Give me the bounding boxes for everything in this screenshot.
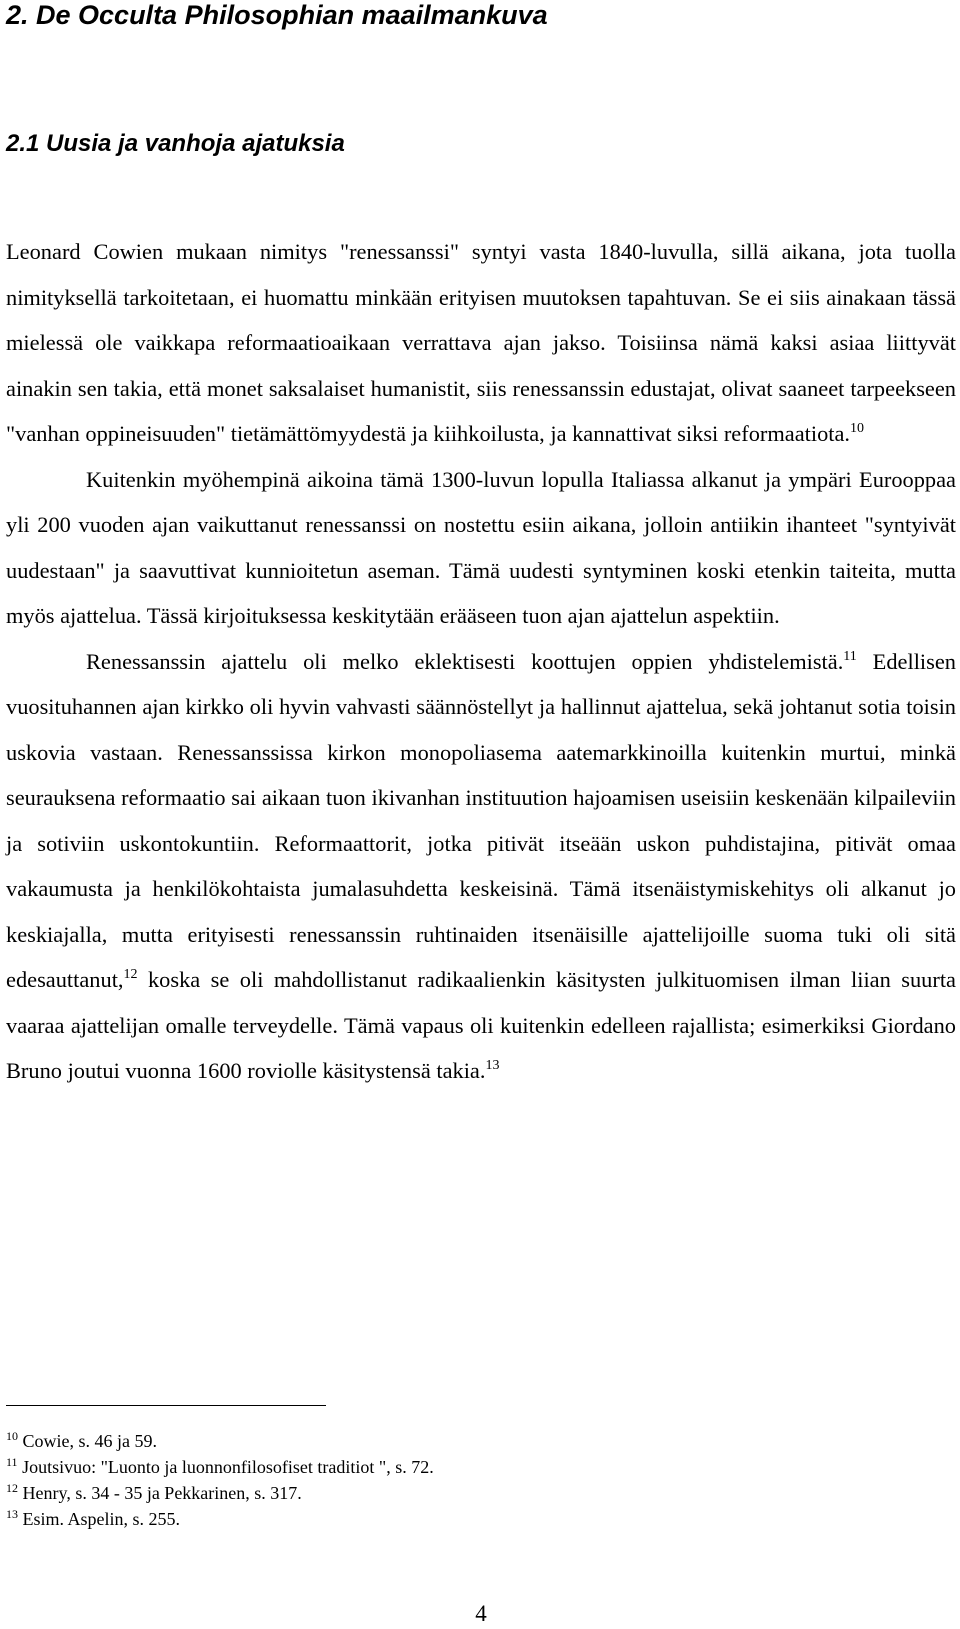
section-heading: 2.1 Uusia ja vanhoja ajatuksia	[6, 130, 345, 157]
footnote-item	[6, 1454, 956, 1480]
body-text	[6, 229, 956, 1094]
paragraph-2-text: Kuitenkin myöhempinä aikoina tämä 1300-luvun lopulla Italiassa alkanut ja ympäri Eurooppaa yli 200 vuoden ajan vaikuttanut renessanssi on nostettu esiin aikana, jolloin antiikin ihanteet "syntyivät uudestaan" ja saavuttivat kunnioitetun aseman. Tämä uudesti syntyminen koski etenkin taiteita, mutta myös ajattelua. Tässä kirjoituksessa keskitytään erääseen tuon ajan ajattelun aspektiin.	[6, 466, 956, 628]
footnote-item	[6, 1428, 956, 1454]
footnote-item	[6, 1506, 956, 1532]
paragraph-3-text-c: koska se oli mahdollistanut radikaalienkin käsitysten julkituomisen ilman liian suurta vaaraa ajattelijan omalle terveydelle. Tämä vapaus oli kuitenkin edelleen rajallista; esimerkiksi Giordano Bruno joutui vuonna 1600 roviolle käsitystensä takia.	[6, 967, 956, 1083]
footnote-text: Cowie, s. 46 ja 59.	[18, 1431, 157, 1451]
paragraph-1-text: Leonard Cowien mukaan nimitys "renessanssi" syntyi vasta 1840-luvulla, sillä aikana, jota tuolla nimityksellä tarkoitetaan, ei huomattu minkään erityisen muutoksen tapahtuvan. Se ei siis ainakaan tässä mielessä ole vaikkapa reformaatioaikaan verrattava ajan jakso. Toisiinsa nämä kaksi asiaa liittyvät ainakin sen takia, että monet saksalaiset humanistit, siis renessanssin edustajat, olivat saaneet tarpeekseen "vanhan oppineisuuden" tietämättömyydestä ja kiihkoilusta, ja kannattivat siksi reformaatiota.	[6, 239, 956, 446]
footnote-text: Esim. Aspelin, s. 255.	[18, 1509, 181, 1529]
page-number: 4	[475, 1601, 487, 1626]
footnote-divider	[6, 1405, 326, 1406]
footnote-ref-11[interactable]: 11	[843, 648, 857, 664]
footnote-number: 11	[6, 1455, 18, 1469]
paragraph-3	[6, 639, 956, 1094]
paragraph-3-text-a: Renessanssin ajattelu oli melko eklektisesti koottujen oppien yhdistelemistä.	[86, 648, 844, 674]
chapter-heading: 2. De Occulta Philosophian maailmankuva	[6, 0, 548, 30]
footnote-text: Henry, s. 34 - 35 ja Pekkarinen, s. 317.	[18, 1483, 302, 1503]
footnote-number: 10	[6, 1429, 18, 1443]
footnote-text: Joutsivuo: "Luonto ja luonnonfilosofiset traditiot ", s. 72.	[17, 1457, 434, 1477]
paragraph-3-text-b: Edellisen vuosituhannen ajan kirkko oli hyvin vahvasti säännöstellyt ja hallinnut ajattelua, sekä johtanut sotia toisin uskovia vastaan. Renessanssissa kirkon monopoliasema aatemarkkinoilla kuitenkin murtui, minkä seurauksena reformaatio sai aikaan tuon ikivanhan instituution hajoamisen useisiin keskenään kilpaileviin ja sotiviin uskontokuntiin. Reformaattorit, jotka pitivät itseään uskon puhdistajina, pitivät omaa vakaumusta ja henkilökohtaista jumalasuhdetta keskeisinä. Tämä itsenäistymiskehitys oli alkanut jo keskiajalla, mutta erityisesti renessanssin ruhtinaiden itsenäisille ajattelijoille suoma tuki oli sitä edesauttanut,	[6, 648, 956, 992]
paragraph-2	[6, 457, 956, 639]
footnote-ref-10[interactable]: 10	[850, 421, 865, 436]
footnotes	[6, 1428, 956, 1532]
footnote-ref-12[interactable]: 12	[123, 967, 138, 982]
footnote-ref-13[interactable]: 13	[485, 1058, 500, 1073]
footnote-number: 13	[6, 1507, 18, 1521]
footnote-number: 12	[6, 1481, 18, 1495]
footnote-item	[6, 1480, 956, 1506]
paragraph-1	[6, 229, 956, 457]
